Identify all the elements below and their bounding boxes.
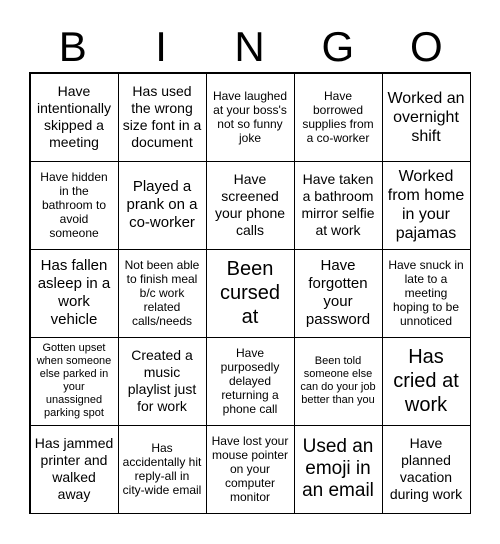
bingo-cell[interactable]: Worked from home in your pajamas: [382, 161, 471, 250]
bingo-header: [29, 22, 471, 72]
bingo-cell[interactable]: Been told someone else can do your job better than you: [294, 337, 383, 426]
bingo-cell[interactable]: Has used the wrong size font in a document: [118, 73, 207, 162]
bingo-cell[interactable]: Have borrowed supplies from a co-worker: [294, 73, 383, 162]
bingo-cell[interactable]: Not been able to finish meal b/c work related calls/needs: [118, 249, 207, 338]
header-letter-i: I: [155, 23, 168, 70]
header-letter-o: O: [409, 23, 444, 70]
bingo-cell[interactable]: Worked an overnight shift: [382, 73, 471, 162]
bingo-cell[interactable]: Have snuck in late to a meeting hoping to be unnoticed: [382, 249, 471, 338]
bingo-cell[interactable]: Have hidden in the bathroom to avoid someone: [30, 161, 119, 250]
bingo-cell[interactable]: Have taken a bathroom mirror selfie at work: [294, 161, 383, 250]
bingo-cell[interactable]: Have lost your mouse pointer on your computer monitor: [206, 425, 295, 514]
bingo-cell[interactable]: Been cursed at: [206, 249, 295, 338]
bingo-cell[interactable]: Have screened your phone calls: [206, 161, 295, 250]
bingo-cell[interactable]: Gotten upset when someone else parked in your unassigned parking spot: [30, 337, 119, 426]
bingo-cell[interactable]: Have intentionally skipped a meeting: [30, 73, 119, 162]
bingo-cell[interactable]: Has fallen asleep in a work vehicle: [30, 249, 119, 338]
bingo-card-grid: [29, 72, 471, 514]
bingo-cell[interactable]: Have purposedly delayed returning a phone call: [206, 337, 295, 426]
bingo-cell[interactable]: Has accidentally hit reply-all in city-wide email: [118, 425, 207, 514]
bingo-cell[interactable]: Used an emoji in an email: [294, 425, 383, 514]
header-letter-g: G: [321, 23, 356, 70]
bingo-cell[interactable]: Created a music playlist just for work: [118, 337, 207, 426]
header-letter-n: N: [234, 23, 266, 70]
bingo-cell[interactable]: Played a prank on a co-worker: [118, 161, 207, 250]
bingo-cell[interactable]: Has cried at work: [382, 337, 471, 426]
bingo-cell[interactable]: Have planned vacation during work: [382, 425, 471, 514]
bingo-cell[interactable]: Has jammed printer and walked away: [30, 425, 119, 514]
bingo-cell[interactable]: Have laughed at your boss's not so funny joke: [206, 73, 295, 162]
bingo-cell[interactable]: Have forgotten your password: [294, 249, 383, 338]
header-letter-b: B: [58, 23, 88, 70]
